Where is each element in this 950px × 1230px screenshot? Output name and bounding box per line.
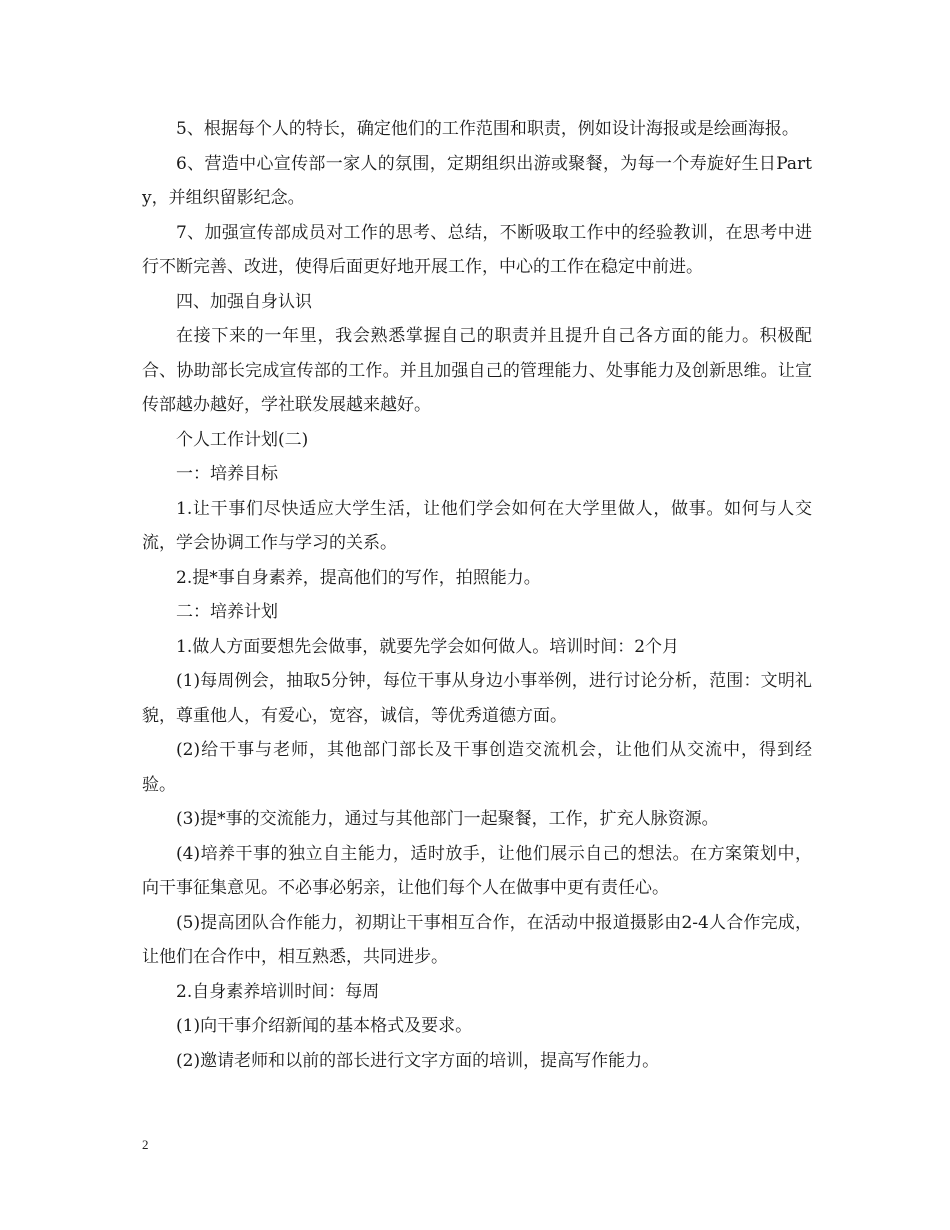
plan-item-1: 1.做人方面要想先会做事，就要先学会如何做人。培训时间：2个月 <box>176 636 680 657</box>
training-subitem-1: (1)向干事介绍新闻的基本格式及要求。 <box>176 1016 473 1036</box>
goal-item-1: 1.让干事们尽快适应大学生活，让他们学会如何在大学里做人，做事。如何与人交流，学会协调工作与学习的关系。 <box>142 498 812 553</box>
section-heading-4: 四、加强自身认识 <box>176 291 312 312</box>
plan-subitem-2: (2)给干事与老师，其他部门部长及干事创造交流机会，让他们从交流中，得到经验。 <box>142 740 812 795</box>
paragraph-item-6: 6、营造中心宣传部一家人的氛围，定期组织出游或聚餐，为每一个寿旋好生日Party，并组织留影纪念。 <box>142 153 812 208</box>
plan-subitem-5: (5)提高团队合作能力，初期让干事相互合作，在活动中报道摄影由2-4人合作完成，让他们在合作中，相互熟悉，共同进步。 <box>142 912 812 967</box>
document-subtitle: 个人工作计划(二) <box>176 429 309 450</box>
paragraph-item-5: 5、根据每个人的特长，确定他们的工作范围和职责，例如设计海报或是绘画海报。 <box>176 119 799 139</box>
goal-item-2: 2.提*事自身素养，提高他们的写作，拍照能力。 <box>176 567 541 588</box>
paragraph-item-7: 7、加强宣传部成员对工作的思考、总结，不断吸取工作中的经验教训，在思考中进行不断完善、改进，使得后面更好地开展工作，中心的工作在稳定中前进。 <box>142 222 812 277</box>
section-heading-plan: 二：培养计划 <box>176 602 278 622</box>
plan-subitem-3: (3)提*事的交流能力，通过与其他部门一起聚餐，工作，扩充人脉资源。 <box>176 809 719 829</box>
page-number: 2 <box>142 1137 149 1152</box>
paragraph-self-awareness: 在接下来的一年里，我会熟悉掌握自己的职责并且提升自己各方面的能力。积极配合、协助部长完成宣传部的工作。并且加强自己的管理能力、处事能力及创新思维。让宣传部越办越好，学社联发展越来越好。 <box>142 326 812 415</box>
training-subitem-2: (2)邀请老师和以前的部长进行文字方面的培训，提高写作能力。 <box>176 1050 660 1071</box>
section-heading-goals: 一：培养目标 <box>176 464 278 484</box>
document-body <box>142 112 812 1078</box>
plan-subitem-1: (1)每周例会，抽取5分钟，每位干事从身边小事举例，进行讨论分析，范围：文明礼貌，尊重他人，有爱心，宽容，诚信，等优秀道德方面。 <box>142 671 812 726</box>
plan-subitem-4: (4)培养干事的独立自主能力，适时放手，让他们展示自己的想法。在方案策划中，向干事征集意见。不必事必躬亲，让他们每个人在做事中更有责任心。 <box>142 843 812 898</box>
plan-item-2: 2.自身素养培训时间：每周 <box>176 981 380 1002</box>
